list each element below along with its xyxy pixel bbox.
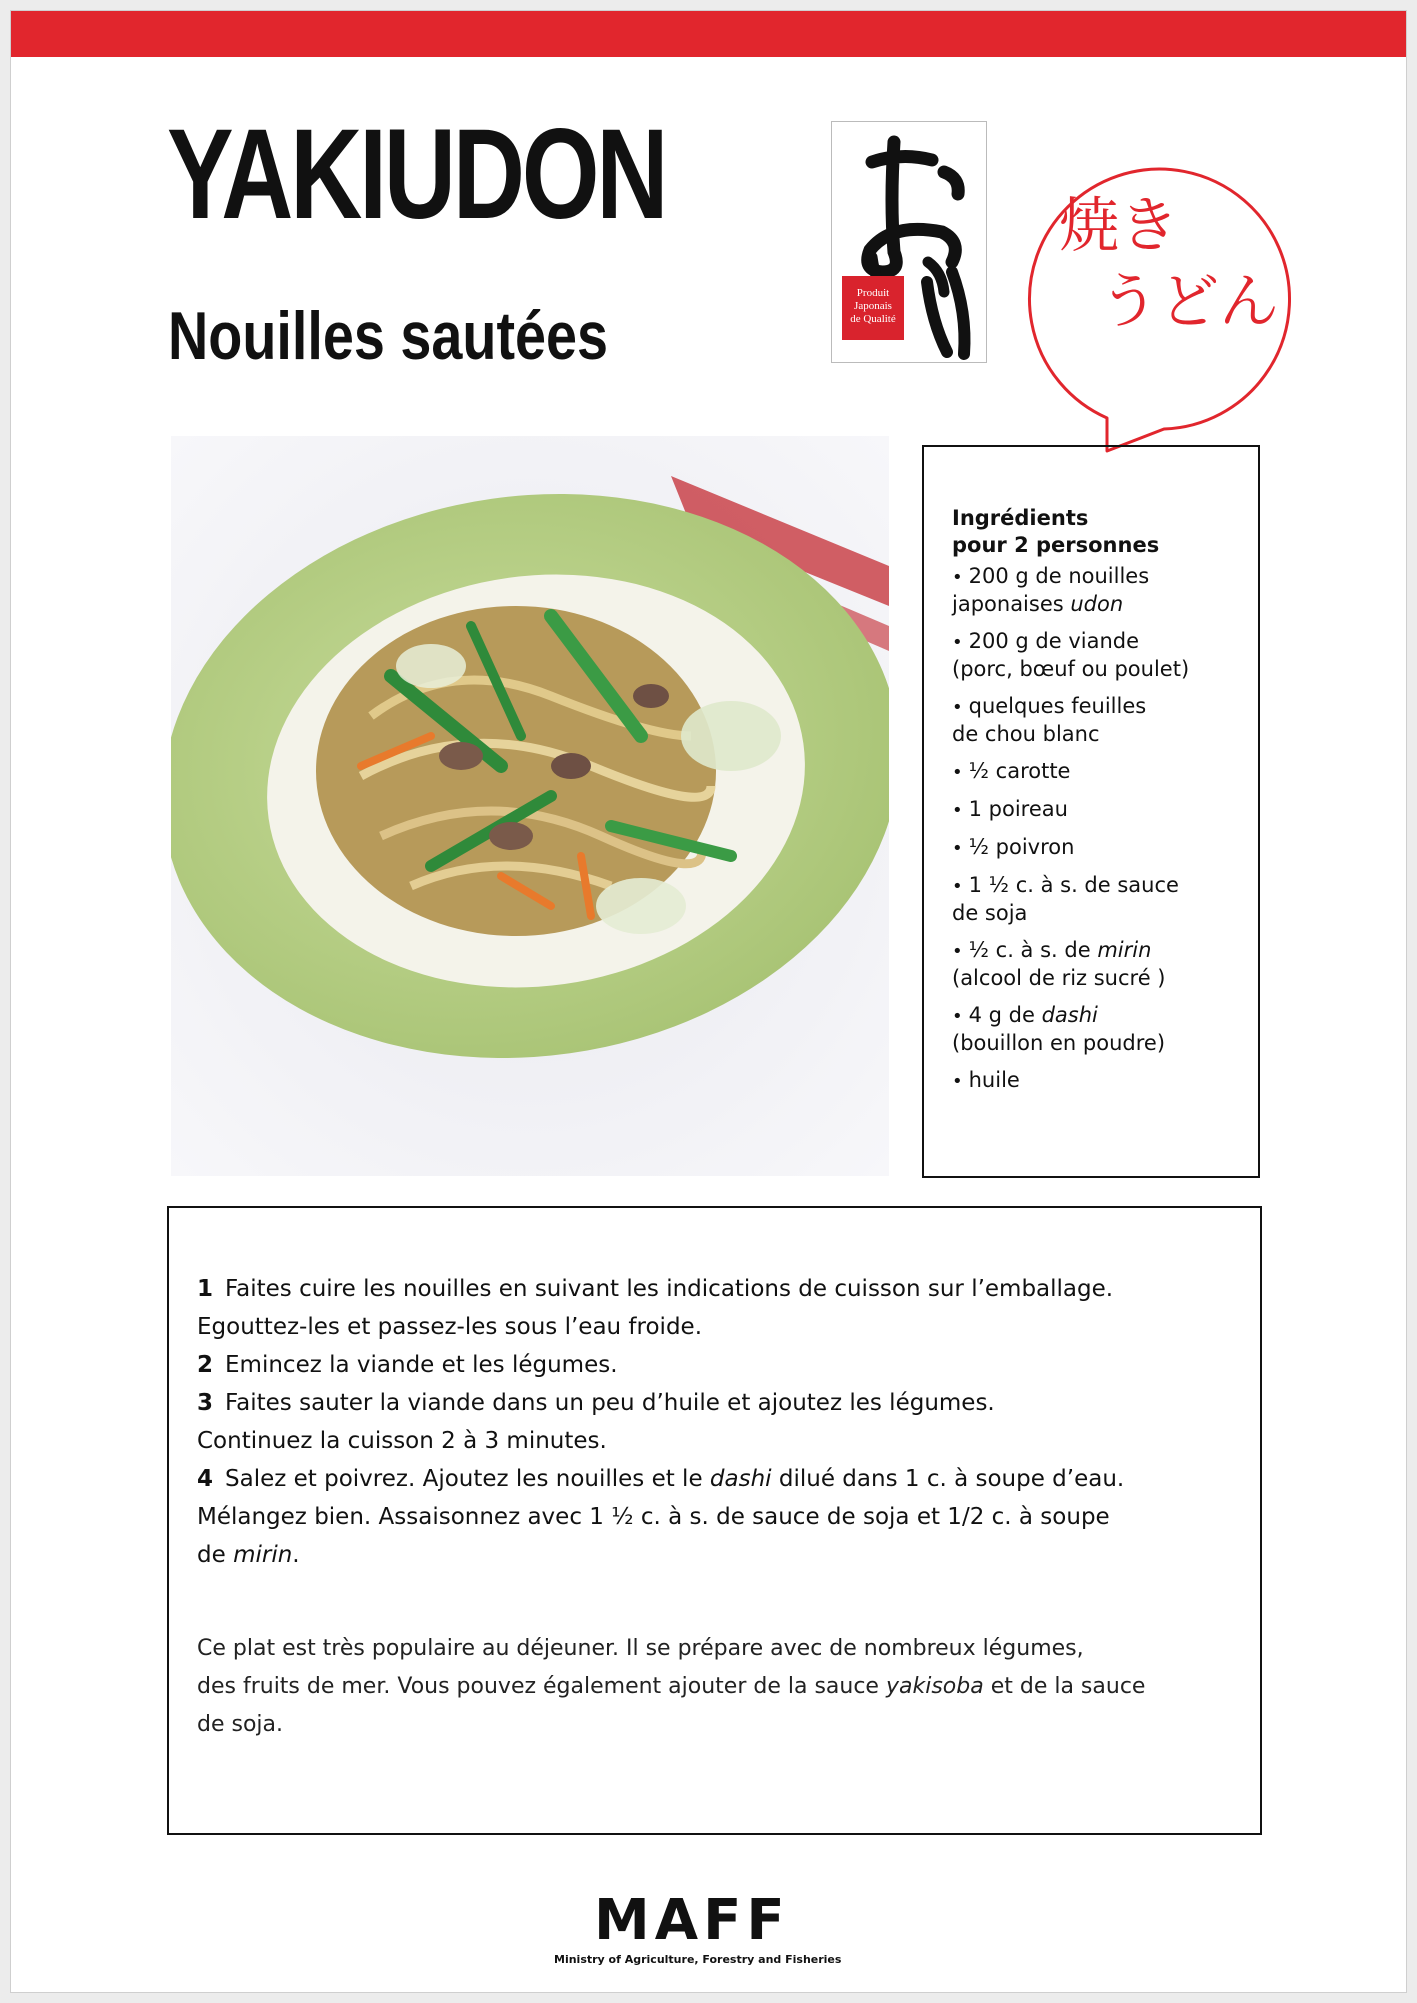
ingredient-item: • huile <box>952 1067 1244 1095</box>
ingredients-list <box>952 563 1244 1095</box>
step-number: 2 <box>197 1352 214 1378</box>
top-red-band <box>11 11 1406 57</box>
step-3: 3 Faites sauter la viande dans un peu d’huile et ajoutez les légumes. Continuez la cuisson 2 à 3 minutes. <box>197 1390 995 1454</box>
yakiudon-plate-illustration <box>171 436 889 1176</box>
ingredient-item: • quelques feuilles de chou blanc <box>952 693 1244 748</box>
step-number: 3 <box>197 1390 214 1416</box>
step-2: 2 Emincez la viande et les légumes. <box>197 1352 618 1378</box>
japanese-speech-bubble <box>999 151 1314 466</box>
step-4: 4 Salez et poivrez. Ajoutez les nouilles et le dashi dilué dans 1 c. à soupe d’eau. Mélangez bien. Assaisonnez avec 1 ½ c. à s. de sauce de soja et 1/2 c. à soupe de mirin. <box>197 1466 1125 1568</box>
quality-label: Produit Japonais de Qualité <box>842 276 904 340</box>
ingredients-box <box>922 445 1260 1178</box>
recipe-note: Ce plat est très populaire au déjeuner. Il se prépare avec de nombreux légumes, des fruits de mer. Vous pouvez également ajouter de la sauce yakisoba et de la sauce de soja. <box>197 1636 1146 1737</box>
instructions-box <box>167 1206 1262 1835</box>
ingredient-item: • ½ carotte <box>952 758 1244 786</box>
recipe-title: YAKIUDON <box>167 103 666 246</box>
ingredient-item: • ½ c. à s. de mirin (alcool de riz sucré ) <box>952 937 1244 992</box>
recipe-subtitle: Nouilles sautées <box>168 298 609 374</box>
ingredient-item: • ½ poivron <box>952 834 1244 862</box>
ingredient-item: • 200 g de viande (porc, bœuf ou poulet) <box>952 628 1244 683</box>
step-number: 1 <box>197 1276 214 1302</box>
ingredient-item: • 1 ½ c. à s. de sauce de soja <box>952 872 1244 927</box>
ingredient-item: • 200 g de nouilles japonaises udon <box>952 563 1244 618</box>
dish-photo <box>171 436 889 1176</box>
maff-logo: MAFF <box>594 1888 790 1953</box>
step-1: 1 Faites cuire les nouilles en suivant les indications de cuisson sur l’emballage. Egouttez-les et passez-les sous l’eau froide. <box>197 1276 1114 1340</box>
ingredients-title: Ingrédients pour 2 personnes <box>952 506 1160 557</box>
bubble-kanji: 焼き <box>1059 191 1179 261</box>
step-number: 4 <box>197 1466 214 1492</box>
recipe-page <box>10 10 1407 1993</box>
ingredient-item: • 1 poireau <box>952 796 1244 824</box>
oishii-quality-logo <box>831 121 987 363</box>
bubble-kana: うどん <box>1099 267 1279 337</box>
maff-caption: Ministry of Agriculture, Forestry and Fisheries <box>554 1953 842 1966</box>
ingredient-item: • 4 g de dashi (bouillon en poudre) <box>952 1002 1244 1057</box>
